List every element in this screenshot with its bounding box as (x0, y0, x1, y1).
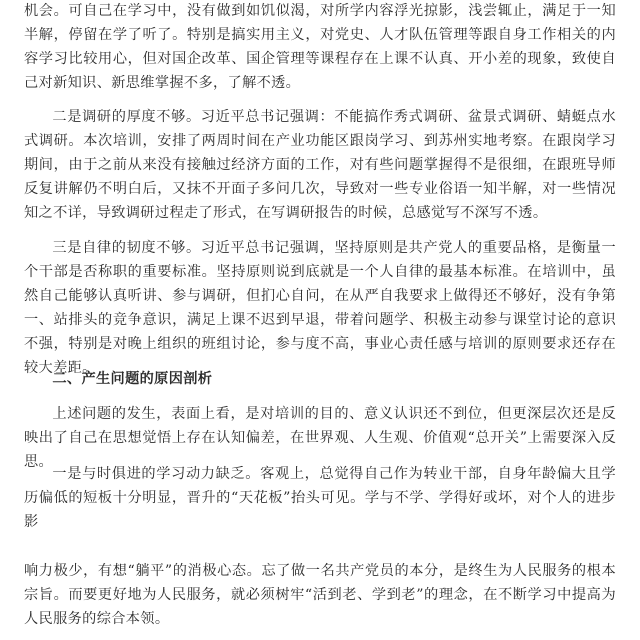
paragraph-research-depth: 二是调研的厚度不够。习近平总书记强调：不能搞作秀式调研、盆景式调研、蜻蜓点水式调研。本次培训，安排了两周时间在产业功能区跟岗学习、到苏州实地考察。在跟岗学习期间，由于之前从来没有接触过经济方面的工作，对有些问题掌握得不是很细，在跟班导师反复讲解仍不明白后，又抹不开面子多问几次，导致对一些专业俗语一知半解，对一些情况知之不详，导致调研过程走了形式，在写调研报告的时候，总感觉写不深写不透。 (24, 109, 616, 221)
paragraph-block (24, 0, 616, 95)
section-heading-block (24, 367, 616, 391)
paragraph-block (24, 105, 616, 225)
paragraph-learning-motivation: 一是与时俱进的学习动力缺乏。客观上，总觉得自己作为转业干部，自身年龄偏大且学历偏低的短板十分明显，晋升的“天花板”抬头可见。学与不学、学得好或坏，对个人的进步影 (24, 466, 616, 530)
paragraph-continuation: 响力极少，有想“躺平”的消极心态。忘了做一名共产党员的本分，是终生为人民服务的根本宗旨。而要更好地为人民服务，就必须树牢“活到老、学到老”的理念，在不断学习中提高为人民服务的综合本领。 (24, 563, 616, 627)
paragraph-study-attitude: 机会。可自己在学习中，没有做到如饥似渴，对所学内容浮光掠影，浅尝辄止，满足于一知半解，停留在学了听了。特别是搞实用主义，对党史、人才队伍管理等跟自身工作相关的内容学习比较用心，但对国企改革、国企管理等课程存在上课不认真、开小差的现象，致使自己对新知识、新思维掌握不多，了解不透。 (24, 3, 616, 91)
paragraph-cause-summary: 上述问题的发生，表面上看，是对培训的目的、意义认识还不到位，但更深层次还是反映出了自己在思想觉悟上存在认知偏差，在世界观、人生观、价值观“总开关”上需要深入反思。 (24, 406, 616, 470)
section-heading: 二、产生问题的原因剖析 (52, 371, 213, 387)
paragraph-block (24, 559, 616, 631)
paragraph-self-discipline: 三是自律的韧度不够。习近平总书记强调，坚持原则是共产党人的重要品格，是衡量一个干部是否称职的重要标准。坚持原则说到底就是一个人自律的最基本标准。在培训中，虽然自己能够认真听讲、参与调研，但扪心自问，在从严自我要求上做得还不够好，没有争第一、站排头的竞争意识，满足上课不迟到早退，带着问题学、积极主动参与课堂讨论的意识不强，特别是对晚上组织的班组讨论，参与度不高，事业心责任感与培训的原则要求还存在较大差距。 (24, 240, 616, 376)
paragraph-block (24, 462, 616, 534)
paragraph-block (24, 236, 616, 380)
